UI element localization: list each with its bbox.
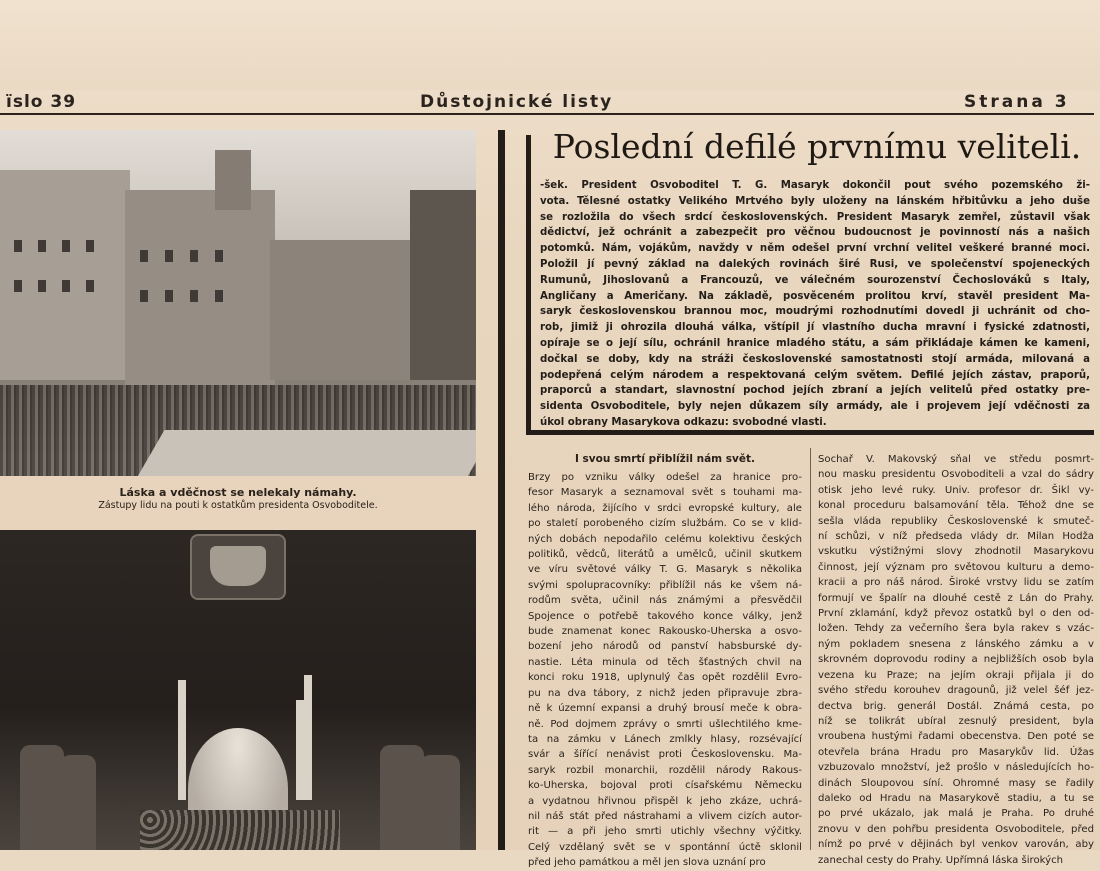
photo-lying-in-state bbox=[0, 530, 476, 850]
article-headline: Poslední defilé prvnímu veliteli. bbox=[552, 127, 1082, 166]
article-intro: -šek. President Osvoboditel T. G. Masaryk dokončil pout svého pozemského ži- vota. Tělesné ostatky Velikého Mrtvého byly uloženy na lánském hřbitůvku a jeho duše se rozložila do všech srdcí československých. President Masaryk zemřel, zůstavil však dědictví, jež ochránit a zabezpečit pro věčnou budoucnost je povinností nás a našich potomků. Nám, vojákům, navždy v něm odešel první vrchní velitel veškeré branné moci. Položil jí pevný základ na dalekých rovinách širé Rusi, ve společenství spojeneckých Rumunů, Jihoslovanů a Francouzů, ve válečném sourozenství Čechoslováků s Italy, Angličany a Američany. Na základě, posvěceném prolitou krví, stavěl president Ma- saryk československou brannou moc, moudrými rozhodnutími dovedl ji uchránit od cho- rob, jimiž ji ohrozila dlouhá válka, vštípil jí vlastního ducha mravní i fysické zdatnosti, opíraje se o její sílu, ochránil hranice mladého státu, a sám přikládaje kámen ke kameni, dočkal se doby, kdy na stráži československé samostatnosti stojí armáda, milovaná a podepřená celým národem a respektovaná celým světem. Defilé jejích zástav, praporů, praporců a standart, slavnostní pochod jejích zbraní a jejích velitelů před ostatky pre- sidenta Osvoboditele, byly nejen důkazem síly armády, ale i projevem její vděčnosti za úkol obrany Masarykova odkazu: svobodné vlasti. bbox=[540, 180, 1090, 428]
header-rule bbox=[0, 113, 1094, 115]
newspaper-title: Důstojnické listy bbox=[420, 92, 614, 112]
page-top-margin bbox=[0, 0, 1100, 90]
issue-number: ïslo 39 bbox=[6, 92, 77, 112]
photo-top-caption-sub: Zástupy lidu na pouti k ostatkům presidenta Osvoboditele. bbox=[98, 500, 378, 511]
headline-frame-bottom bbox=[526, 430, 1094, 435]
page-number: Strana 3 bbox=[964, 92, 1070, 112]
article-column-1: Brzy po vzniku války odešel za hranice pro- fesor Masaryk a seznamoval svět s touhami ma- lého národa, žijícího v srdci evropské kultury, ale po staletí porobeného cizím službám. Co se v klid- ných dobách nepodařilo celému kolektivu českých politiků, vědců, literátů a umělců, učinil skutkem ve víru světové války T. G. Masaryk s několika svými spolupracovníky: přiblížil nás ke všem ná- rodům světa, učinil nás známými a přesvědčil Spojence o potřebě takového konce války, jenž bude znamenat konec Rakousko-Uherska a osvo- bození jeho národů od panství habsburské dy- nastie. Léta minula od těch šťastných chvil na konci roku 1918, uplynulý čas opět rozdělil Evro- pu na dva tábory, z nichž jeden připravuje zbra- ně k územní expansi a druhý brousí meče k obra- ně. Pod dojmem zprávy o smrti ušlechtilého kme- ta na zámku v Lánech zmlkly hlasy, rozsévající svár a šířící nenávist proti Československu. Ma- saryk rozbil monarchii, rozdělil národy Rakous- ko-Uherska, bojoval proti císařskému Německu a vydatnou hřivnou přispěl k jeho zkáze, uchrá- nil náš stát před nástrahami a vlivem cizích autor- rit — a při jeho smrti utichly všechny výčitky. Celý vzdělaný svět se v spontánní úctě sklonil před jeho památkou a měl jen slova uznání pro bbox=[528, 472, 802, 869]
headline-frame-left bbox=[526, 135, 531, 435]
article-column-2: Sochař V. Makovský sňal ve středu posmrt- nou masku presidentu Osvoboditeli a vzal do sádry otisk jeho levé ruky. Univ. profesor dr. Šikl vy- konal proceduru balsamování těla. Téhož dne se sešla vláda republiky Československé k smuteč- ní schůzi, v níž předseda vlády dr. Milan Hodža vskutku výstižnými slovy zhodnotil Masarykovu činnost, její význam pro světovou kulturu a demo- kracii a pro náš národ. Široké vrstvy lidu se zatím formují ve špalír na dlouhé cestě z Lán do Prahy. První zklamání, když převoz ostatků byl o den od- ložen. Tehdy za večerního šera byla rakev s vzác- ným pokladem snesena z lánského zámku a v skrovném doprovodu rodiny a nejbližších osob byla vezena ku Praze; na jejím okraji přijala ji do svého středu korouhev dragounů, již velel šéf jez- dectva brig. generál Dostál. Známá cesta, po níž se tolikrát ubíral zesnulý president, byla vroubena hustými řadami obecenstva. Den poté se otevřela brána Hradu pro Masarykův lid. Úžas vzbuzovalo množství, jež prošlo v následujících ho- dinách Sloupovou síní. Ohromné masy se řadily daleko od Hradu na Masarykově stadiu, a tu se po prvé ukázalo, jak malá je Praha. Po druhé znovu v den pohřbu presidenta Osvoboditele, před nímž po prvé v dějinách byl venkov varován, aby zanechal cesty do Prahy. Upřímná láska širokých bbox=[818, 454, 1094, 866]
text-column-divider bbox=[810, 448, 811, 850]
article-subhead: I svou smrtí přiblížil nám svět. bbox=[575, 453, 755, 465]
photo-top-caption-title: Láska a vděčnost se nelekaly námahy. bbox=[119, 486, 357, 499]
photo-crowd-at-castle bbox=[0, 130, 476, 476]
column-divider bbox=[498, 130, 505, 850]
